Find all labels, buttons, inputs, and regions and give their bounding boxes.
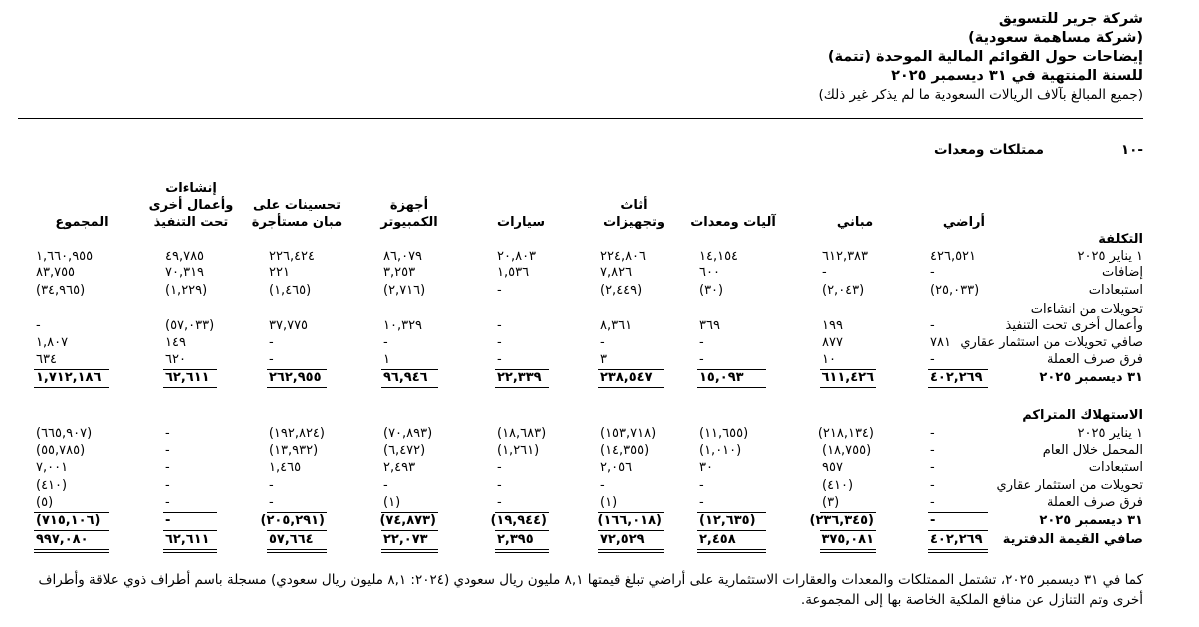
table-cell: - [165, 513, 171, 528]
table-cell: ٩٦,٩٤٦ [383, 370, 428, 385]
table-cell: - [383, 478, 388, 493]
table-cell: ١,٤٦٥ [269, 460, 302, 475]
total-rule [928, 530, 988, 531]
table-cell: - [269, 335, 274, 350]
amounts-note: (جميع المبالغ بآلاف الريالات السعودية ما لم يذكر غير ذلك) [818, 87, 1143, 103]
table-cell: ٣ [600, 352, 607, 367]
table-cell: - [930, 265, 935, 280]
row-label: ١ يناير ٢٠٢٥ [1077, 249, 1143, 264]
table-cell: - [497, 352, 502, 367]
table-cell: (٧٤,٨٧٣) [379, 513, 436, 528]
table-cell: ٤٩,٧٨٥ [165, 249, 205, 264]
table-cell: (١) [600, 495, 618, 510]
final-total-rule [598, 552, 664, 553]
row-label: فرق صرف العملة [1046, 352, 1143, 367]
table-cell: ١,٨٠٧ [36, 335, 69, 350]
table-cell: - [165, 495, 170, 510]
table-cell: (٣) [822, 495, 840, 510]
final-total-rule [381, 549, 438, 550]
table-cell: - [269, 352, 274, 367]
table-cell: ٦١٢,٣٨٣ [822, 249, 869, 264]
table-cell: ٣,٢٥٣ [383, 265, 416, 280]
table-cell: (٧١٥,١٠٦) [36, 513, 101, 528]
table-cell: - [930, 460, 935, 475]
column-header-line: آليات ومعدات [690, 215, 776, 230]
table-cell: (٣٠) [699, 283, 724, 298]
table-cell: - [36, 318, 41, 333]
total-rule [495, 530, 549, 531]
table-cell: (١٩٢,٨٢٤) [268, 426, 325, 441]
table-cell: (٤١٠) [36, 478, 68, 493]
table-cell: - [930, 443, 935, 458]
table-cell: - [165, 478, 170, 493]
row-label: المحمل خلال العام [1042, 443, 1143, 458]
table-cell: - [930, 352, 935, 367]
table-cell: (٥٥,٧٨٥) [36, 443, 86, 458]
table-cell: - [497, 478, 502, 493]
table-cell: ١٩٩ [822, 318, 843, 333]
notes-title: إيضاحات حول القوائم المالية الموحدة (تتمة) [827, 49, 1143, 65]
table-cell: ٨,٣٦١ [600, 318, 633, 333]
header-divider [18, 118, 1143, 119]
subtotal-rule [820, 512, 876, 513]
subtotal-rule [697, 369, 766, 370]
table-cell: ٢٦٢,٩٥٥ [269, 370, 322, 385]
table-cell: - [600, 478, 605, 493]
period-label: للسنة المنتهية في ٣١ ديسمبر ٢٠٢٥ [891, 68, 1143, 84]
final-total-rule [34, 552, 109, 553]
company-name: شركة جرير للتسويق [998, 11, 1143, 27]
final-total-rule [495, 552, 549, 553]
subtotal-rule [820, 369, 876, 370]
table-cell: (١٥٣,٧١٨) [600, 426, 657, 441]
subtotal-rule [928, 369, 988, 370]
total-rule [163, 387, 217, 388]
table-cell: (٢١٨,١٣٤) [817, 426, 874, 441]
table-cell: ٤٢٦,٥٢١ [930, 249, 977, 264]
table-cell: (٢,٤٤٩) [600, 283, 643, 298]
company-type: (شركة مساهمة سعودية) [968, 30, 1143, 46]
table-cell: - [930, 513, 936, 528]
table-cell: ٢,٤٥٨ [699, 532, 736, 547]
table-cell: (١٩,٩٤٤) [490, 513, 547, 528]
row-label: ٣١ ديسمبر ٢٠٢٥ [1039, 513, 1143, 528]
table-cell: ٧,٨٢٦ [600, 265, 633, 280]
table-cell: (١) [383, 495, 401, 510]
row-label: صافي تحويلات من استثمار عقاري [960, 335, 1143, 350]
table-cell: ٥٧,٦٦٤ [269, 532, 314, 547]
subtotal-rule [381, 512, 438, 513]
column-header-line: تحت التنفيذ [153, 215, 229, 230]
final-total-rule [163, 549, 217, 550]
final-total-rule [34, 549, 109, 550]
table-cell: ٢٢,٠٧٣ [383, 532, 428, 547]
final-total-rule [697, 549, 766, 550]
table-cell: - [269, 495, 274, 510]
table-cell: (١,٢٦١) [497, 443, 540, 458]
column-header-line: المجموع [55, 215, 109, 230]
total-rule [598, 387, 664, 388]
final-total-rule [381, 552, 438, 553]
table-cell: - [165, 460, 170, 475]
table-cell: ٦٢,٦١١ [165, 370, 210, 385]
column-header-vehicles [461, 214, 581, 231]
total-rule [820, 387, 876, 388]
table-cell: ٦٢٠ [165, 352, 186, 367]
table-cell: (١٨,٧٥٥) [822, 443, 872, 458]
column-header-line: أراضي [942, 215, 985, 230]
row-label: إضافات [1101, 265, 1143, 280]
total-rule [381, 530, 438, 531]
table-cell: ١٠,٣٢٩ [383, 318, 423, 333]
subtotal-rule [697, 512, 766, 513]
row-label: صافي القيمة الدفترية [1002, 532, 1143, 547]
row-label: التكلفة [1098, 232, 1143, 247]
table-cell: - [699, 352, 704, 367]
row-label: ١ يناير ٢٠٢٥ [1077, 426, 1143, 441]
final-total-rule [820, 552, 876, 553]
table-cell: (٥٧,٠٣٣) [165, 318, 215, 333]
report-header [818, 10, 1143, 105]
column-header-computers [349, 197, 469, 231]
subtotal-rule [495, 369, 549, 370]
column-header-line: مباني [836, 215, 874, 230]
subtotal-rule [267, 512, 327, 513]
table-cell: ١ [383, 352, 390, 367]
table-cell: (١,٠١٠) [699, 443, 742, 458]
table-cell: ٢٠,٨٠٣ [497, 249, 537, 264]
table-cell: ٨٦,٠٧٩ [383, 249, 423, 264]
table-cell: - [497, 335, 502, 350]
table-cell: ٨٧٧ [822, 335, 843, 350]
row-label: وأعمال أخرى تحت التنفيذ [1005, 318, 1143, 333]
subtotal-rule [495, 512, 549, 513]
subtotal-rule [267, 369, 327, 370]
column-header-line: أثاث [620, 198, 648, 213]
table-cell: (٢,٠٤٣) [822, 283, 865, 298]
final-total-rule [820, 549, 876, 550]
total-rule [928, 387, 988, 388]
total-rule [34, 387, 109, 388]
table-cell: (٤١٠) [822, 478, 854, 493]
table-cell: ٧٨١ [930, 335, 951, 350]
table-cell: (٦٦٥,٩٠٧) [36, 426, 93, 441]
table-cell: ١٥,٠٩٣ [699, 370, 744, 385]
table-cell: (١٤,٣٥٥) [600, 443, 650, 458]
table-cell: - [269, 478, 274, 493]
table-cell: (٢,٧١٦) [383, 283, 426, 298]
final-total-rule [697, 552, 766, 553]
column-header-land [925, 214, 985, 231]
table-cell: ٢,٤٩٣ [383, 460, 416, 475]
table-cell: ٣٧,٧٧٥ [269, 318, 309, 333]
table-cell: ٣٧٥,٠٨١ [821, 532, 874, 547]
table-cell: (٥) [36, 495, 54, 510]
table-cell: ٨٣,٧٥٥ [36, 265, 76, 280]
table-cell: (١,٢٢٩) [165, 283, 208, 298]
table-cell: ٧,٠٠١ [36, 460, 69, 475]
total-rule [163, 530, 217, 531]
column-header-line: إنشاءات [165, 181, 217, 196]
total-rule [34, 530, 109, 531]
table-cell: ٤٠٢,٢٦٩ [930, 370, 983, 385]
column-header-line: تحسينات على [253, 198, 341, 213]
final-total-rule [267, 552, 327, 553]
table-cell: - [822, 265, 827, 280]
row-label: تحويلات من استثمار عقاري [996, 478, 1143, 493]
table-cell: (١٣,٩٣٢) [269, 443, 319, 458]
table-cell: - [497, 460, 502, 475]
table-cell: (١٢,٦٣٥) [699, 513, 756, 528]
total-rule [697, 387, 766, 388]
table-cell: ٦٠٠ [699, 265, 720, 280]
table-cell: ١,٦٦٠,٩٥٥ [36, 249, 94, 264]
table-cell: ١٠ [822, 352, 836, 367]
table-cell: ٢٢,٣٣٩ [497, 370, 542, 385]
table-cell: ٩٩٧,٠٨٠ [36, 532, 89, 547]
table-cell: ٦٢,٦١١ [165, 532, 210, 547]
table-cell: (٢٣٦,٣٤٥) [809, 513, 874, 528]
table-cell: (١,٤٦٥) [269, 283, 312, 298]
table-cell: ٧٢,٥٢٩ [600, 532, 645, 547]
table-cell: ٢٢٤,٨٠٦ [600, 249, 647, 264]
table-cell: ١,٧١٢,١٨٦ [36, 370, 102, 385]
table-cell: ٣٠ [699, 460, 713, 475]
row-label: استبعادات [1088, 283, 1143, 298]
total-rule [381, 387, 438, 388]
column-header-line: أجهزة [389, 198, 429, 213]
total-rule [267, 530, 327, 531]
table-cell: ٦١١,٤٢٦ [821, 370, 874, 385]
table-cell: - [497, 318, 502, 333]
subtotal-rule [598, 369, 664, 370]
total-rule [267, 387, 327, 388]
column-header-line: وتجهيزات [603, 215, 665, 230]
column-header-furniture [574, 197, 694, 231]
table-cell: - [699, 495, 704, 510]
final-total-rule [163, 552, 217, 553]
table-cell: (١٨,٦٨٣) [497, 426, 547, 441]
table-cell: (٢٠٥,٢٩١) [260, 513, 325, 528]
table-cell: ٢,٠٥٦ [600, 460, 633, 475]
column-header-buildings [795, 214, 915, 231]
table-cell: - [930, 426, 935, 441]
table-cell: - [383, 335, 388, 350]
row-label: ٣١ ديسمبر ٢٠٢٥ [1039, 370, 1143, 385]
subtotal-rule [163, 369, 217, 370]
table-cell: ٢,٣٩٥ [497, 532, 534, 547]
column-header-line: مبان مستأجرة [251, 215, 343, 230]
section-title: ممتلكات ومعدات [934, 142, 1044, 158]
table-cell: - [930, 478, 935, 493]
table-cell: ٢٢١ [269, 265, 290, 280]
table-cell: - [699, 478, 704, 493]
table-cell: (١٦٦,٠١٨) [597, 513, 662, 528]
table-cell: ٦٣٤ [36, 352, 57, 367]
table-cell: ٤٠٢,٢٦٩ [930, 532, 983, 547]
column-header-total [22, 214, 142, 231]
table-cell: - [600, 335, 605, 350]
table-cell: ٣٦٩ [699, 318, 720, 333]
subtotal-rule [928, 512, 988, 513]
table-cell: - [699, 335, 704, 350]
row-label: استبعادات [1088, 460, 1143, 475]
table-cell: ٧٠,٣١٩ [165, 265, 205, 280]
column-header-line: وأعمال أخرى [148, 198, 234, 213]
column-header-leasehold [237, 197, 357, 231]
subtotal-rule [163, 512, 217, 513]
final-total-rule [495, 549, 549, 550]
table-cell: ٢٢٦,٤٢٤ [269, 249, 316, 264]
footnote: كما في ٣١ ديسمبر ٢٠٢٥، تشتمل الممتلكات والمعدات والعقارات الاستثمارية على أراضي تبلغ قيمتها ٨,١ مليون ريال سعودي (٢٠٢٤: ٨,١ مليون ريال سعودي) مسجلة باسم أطراف ذوي علاقة وأطراف أخرى وتم التنازل عن منافع الملكية الخاصة بها إلى المجموعة. [38, 572, 1143, 608]
total-rule [697, 530, 766, 531]
final-total-rule [928, 549, 988, 550]
table-cell: ١,٥٣٦ [497, 265, 530, 280]
section-number: -١٠ [1120, 142, 1143, 158]
table-cell: - [497, 495, 502, 510]
final-total-rule [267, 549, 327, 550]
row-label: فرق صرف العملة [1046, 495, 1143, 510]
subtotal-rule [381, 369, 438, 370]
final-total-rule [598, 549, 664, 550]
table-cell: ٢٣٨,٥٤٧ [600, 370, 653, 385]
row-label: تحويلات من انشاءات [1030, 302, 1143, 317]
column-header-cwip [131, 180, 251, 231]
table-cell: (٦,٤٧٢) [383, 443, 426, 458]
table-cell: (١١,٦٥٥) [699, 426, 749, 441]
total-rule [820, 530, 876, 531]
table-cell: - [497, 283, 502, 298]
subtotal-rule [598, 512, 664, 513]
row-label: الاستهلاك المتراكم [1022, 408, 1143, 423]
table-cell: - [165, 426, 170, 441]
table-cell: (٢٥,٠٣٣) [930, 283, 980, 298]
table-cell: ١٤,١٥٤ [699, 249, 739, 264]
table-cell: - [930, 318, 935, 333]
subtotal-rule [34, 512, 109, 513]
column-header-line: الكمبيوتر [380, 215, 438, 230]
column-header-line: سيارات [497, 215, 545, 230]
table-cell: - [930, 495, 935, 510]
table-cell: - [165, 443, 170, 458]
table-cell: (٣٤,٩٦٥) [36, 283, 86, 298]
table-cell: ١٤٩ [165, 335, 186, 350]
total-rule [598, 530, 664, 531]
table-cell: ٩٥٧ [822, 460, 843, 475]
subtotal-rule [34, 369, 109, 370]
final-total-rule [928, 552, 988, 553]
total-rule [495, 387, 549, 388]
table-cell: (٧٠,٨٩٣) [383, 426, 433, 441]
